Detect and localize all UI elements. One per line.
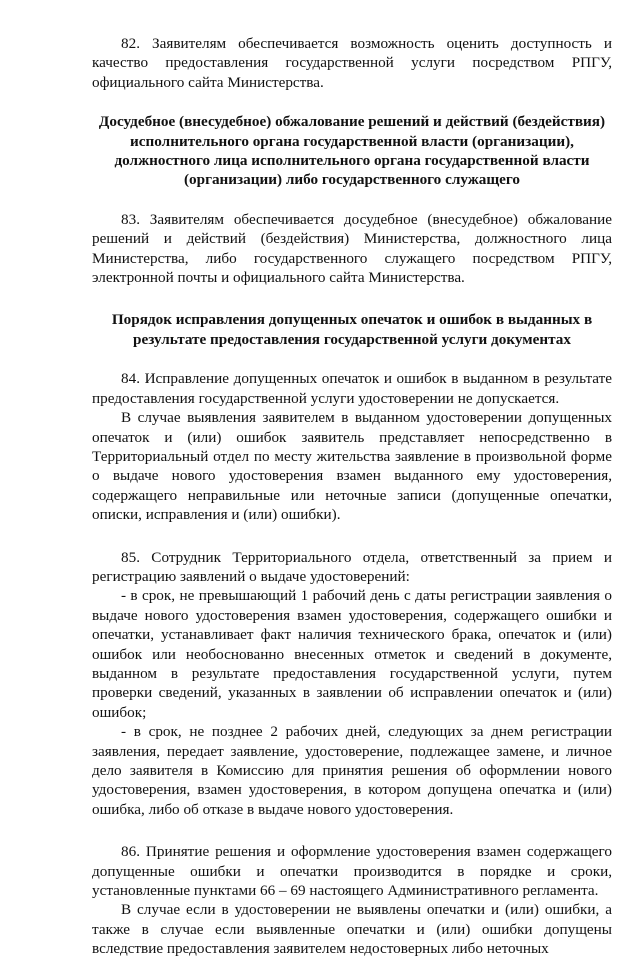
- paragraph-83: 83. Заявителям обеспечивается досудебное (внесудебное) обжалование решений и действий (бездействия) Министерства, должностного лица Министерства, либо государственного служащего посредством РПГУ, электронной почты и официального сайта Министерства.: [92, 210, 612, 287]
- heading-error-correction: Порядок исправления допущенных опечаток и ошибок в выданных в результате предоставления государственной услуги документах: [111, 311, 593, 348]
- heading-pretrial-appeal: Досудебное (внесудебное) обжалование решений и действий (бездействия) исполнительного органа государственной власти (организации), должностного лица исполнительного органа государственной власти (организации) либо государственного служащего: [98, 113, 606, 189]
- paragraph-84: 84. Исправление допущенных опечаток и ошибок в выданном в результате предоставления государственной услуги удостоверении не допускается.: [92, 370, 612, 407]
- paragraph-85: 85. Сотрудник Территориального отдела, ответственный за прием и регистрацию заявлений о выдаче удостоверений:: [92, 548, 612, 585]
- paragraph-85-item-2: - в срок, не позднее 2 рабочих дней, следующих за днем регистрации заявления, передает заявление, удостоверение, подлежащее замене, и личное дело заявителя в Комиссию для принятия решения об оформлении нового удостоверения, взамен удостоверения, в котором допущена опечатка и (или) ошибка, либо об отказе в выдаче нового удостоверения.: [92, 723, 612, 818]
- document-page: [92, 34, 612, 959]
- paragraph-82: 82. Заявителям обеспечивается возможность оценить доступность и качество предоставления государственной услуги посредством РПГУ, официального сайта Министерства.: [92, 35, 612, 91]
- paragraph-86-cont: В случае если в удостоверении не выявлены опечатки и (или) ошибки, а также в случае если выявленные опечатки и (или) ошибки допущены вследствие предоставления заявителем недостоверных либо неточных: [92, 901, 612, 958]
- paragraph-86: 86. Принятие решения и оформление удостоверения взамен содержащего допущенные ошибки и опечатки производится в порядке и сроки, установленные пунктами 66 – 69 настоящего Административного регламента.: [92, 843, 612, 900]
- paragraph-84-cont: В случае выявления заявителем в выданном удостоверении допущенных опечаток и (или) ошибок заявитель представляет непосредственно в Территориальный отдел по месту жительства заявление в произвольной форме о выдаче нового удостоверения взамен выданного ему удостоверения, содержащего неправильные или неточные записи (допущенные опечатки, описки, исправления и (или) ошибки).: [92, 409, 612, 524]
- paragraph-85-item-1: - в срок, не превышающий 1 рабочий день с даты регистрации заявления о выдаче нового удостоверения взамен удостоверения, содержащего ошибки и опечатки, устанавливает факт наличия технического брака, опечаток и (или) ошибок или необоснованно внесенных отметок и сведений в документе, выданном в результате предоставления государственной услуги, путем проверки сведений, указанных в заявлении об исправлении опечаток и (или) ошибок;: [92, 587, 612, 721]
